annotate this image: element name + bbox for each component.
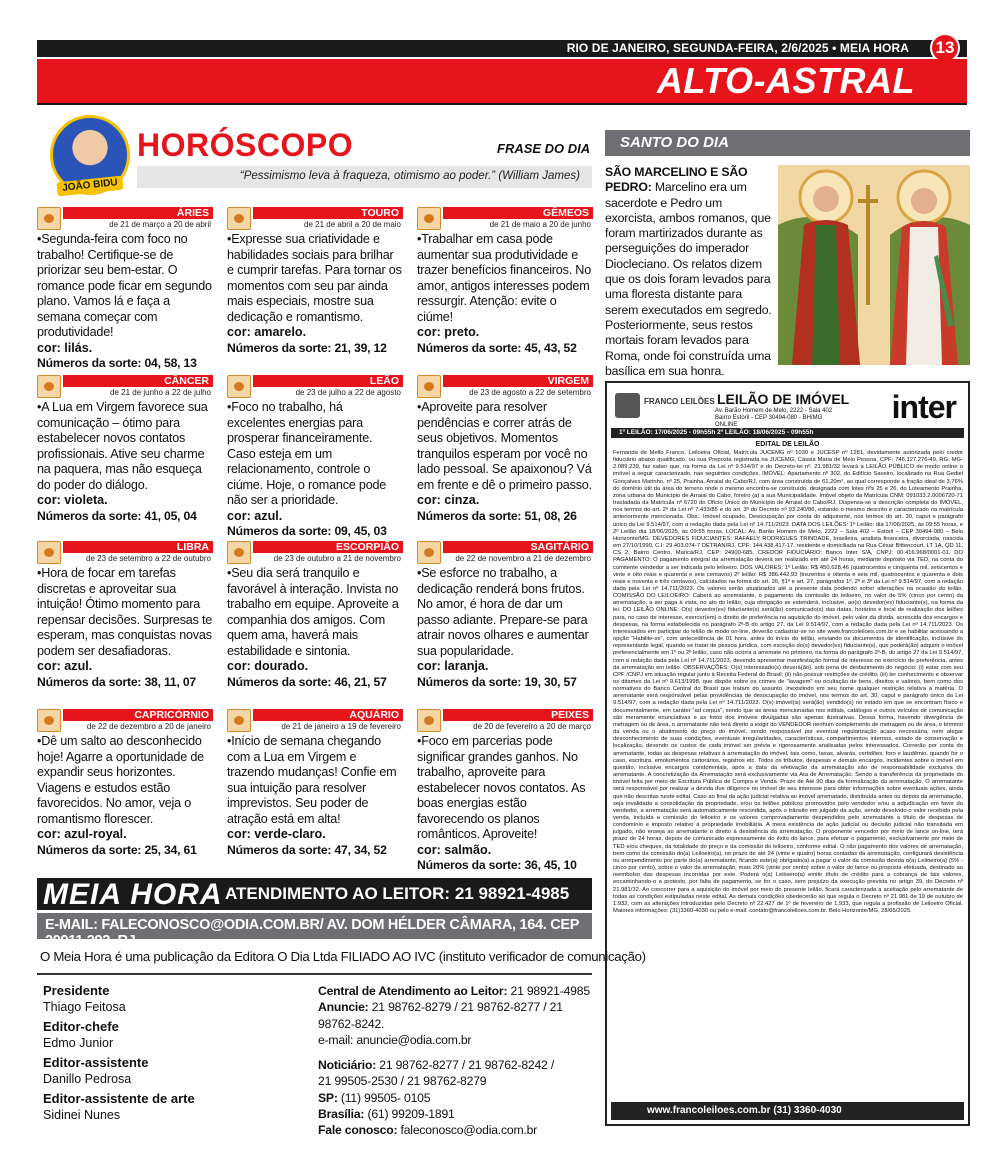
email-bar bbox=[37, 913, 592, 949]
section-title: ALTO-ASTRAL bbox=[656, 60, 915, 101]
sign-header bbox=[227, 207, 403, 230]
sign-name-bar bbox=[63, 375, 213, 387]
fale-conosco-contact: Fale conosco: faleconosco@odia.com.br bbox=[318, 1123, 538, 1138]
sign-name-bar bbox=[253, 541, 403, 553]
sign-block bbox=[417, 207, 593, 356]
staff-person: Danillo Pedrosa bbox=[43, 1072, 132, 1086]
sign-lucky-numbers: Números da sorte: 21, 39, 12 bbox=[227, 340, 387, 355]
sign-dates: de 20 de fevereiro a 20 de março bbox=[473, 722, 591, 731]
sign-color: cor: azul. bbox=[37, 659, 93, 673]
sign-color: cor: laranja. bbox=[417, 659, 489, 673]
santo-title: SANTO DO DIA bbox=[620, 134, 729, 151]
sign-text: •Dê um salto ao desconhecido hoje! Agarre a oportunidade de expandir seus horizontes. Viagens e estudos estão favorecidos. No amor, veja o romantismo florescer. bbox=[37, 734, 204, 826]
sign-header bbox=[417, 541, 593, 564]
sign-block bbox=[37, 375, 213, 524]
noticiario-contact: Noticiário: 21 98762-8277 / 21 98762-8242 / bbox=[318, 1058, 555, 1073]
sign-block bbox=[417, 541, 593, 690]
sign-name-bar bbox=[253, 709, 403, 721]
zodiac-icon bbox=[227, 709, 251, 732]
sign-color: cor: azul. bbox=[227, 508, 283, 523]
horoscope-title: HORÓSCOPO bbox=[137, 127, 354, 163]
sign-name: VIRGEM bbox=[547, 375, 589, 387]
staff-role: Editor-assistente de arte bbox=[43, 1091, 195, 1106]
franco-name: FRANCO LEILÕES bbox=[644, 397, 715, 406]
sign-dates: de 21 de março a 20 de abril bbox=[109, 220, 211, 229]
sign-lucky-numbers: Números da sorte: 09, 45, 03 bbox=[227, 524, 387, 538]
sign-text: •Segunda-feira com foco no trabalho! Certifique-se de priorizar seu bem-estar. O romance pode ficar em segundo plano. Vamos lá e faça a semana começar com produtividade! bbox=[37, 232, 212, 339]
santo-lead: SÃO MARCELINO E SÃO PEDRO: bbox=[605, 165, 748, 195]
sign-block bbox=[227, 207, 403, 356]
sign-name-bar bbox=[253, 207, 403, 219]
sign-name-bar bbox=[63, 207, 213, 219]
zodiac-icon bbox=[37, 375, 61, 398]
sign-dates: de 22 de dezembro a 20 de janeiro bbox=[86, 722, 211, 731]
sign-dates: de 23 de julho a 22 de agosto bbox=[295, 388, 401, 397]
sign-name-bar bbox=[443, 709, 593, 721]
zodiac-icon bbox=[227, 375, 251, 398]
sign-text: •Trabalhar em casa pode aumentar sua produtividade e trazer benefícios financeiros. No amor, antigos interesses podem ressurgir. Atenção: evite o ciúme! bbox=[417, 232, 591, 324]
sign-block bbox=[37, 541, 213, 690]
sign-lucky-numbers: Números da sorte: 41, 05, 04 bbox=[37, 508, 197, 523]
sp-contact: SP: (11) 99505- 0105 bbox=[318, 1090, 431, 1105]
sign-dates: de 21 de abril a 20 de maio bbox=[304, 220, 401, 229]
franco-logo-icon bbox=[615, 393, 640, 418]
sign-text: •A Lua em Virgem favorece sua comunicação – ótimo para estabelecer novos contatos profissionais. Ative seu charme na paquera, mas não esqueça do poder do diálogo. bbox=[37, 400, 208, 492]
sign-block bbox=[417, 375, 593, 524]
sign-name: PEIXES bbox=[551, 709, 589, 721]
inter-logo: inter bbox=[891, 389, 956, 425]
sign-dates: de 23 de setembro a 22 de outubro bbox=[86, 554, 211, 563]
santo-do-dia-banner bbox=[605, 130, 970, 156]
santo-body: Marcelino era um sacerdote e Pedro um exorcista, ambos romanos, que foram martirizados durante as perseguições do imperador Diocleciano. Os relatos dizem que os dois foram levados para uma floresta distante para serem executados em segredo. Posteriormente, seus restos mortais foram levados para Roma, onde foi construída uma basílica em sua honra. bbox=[605, 180, 772, 378]
sign-lucky-numbers: Números da sorte: 25, 34, 61 bbox=[37, 842, 197, 857]
ad-edital-title: EDITAL DE LEILÃO bbox=[755, 441, 820, 448]
staff-person: Thiago Feitosa bbox=[43, 1000, 126, 1014]
sign-name-bar bbox=[443, 207, 593, 219]
publication-line: O Meia Hora é uma publicação da Editora O Dia Ltda FILIADO AO IVC (instituto verificador de comunicação) bbox=[40, 949, 646, 964]
sign-color: cor: violeta. bbox=[37, 493, 108, 507]
brasilia-contact: Brasília: (61) 99209-1891 bbox=[318, 1107, 455, 1122]
sign-name-bar bbox=[63, 541, 213, 553]
saints-illustration bbox=[778, 165, 970, 365]
staff-person: Edmo Junior bbox=[43, 1036, 114, 1050]
anuncie-contact: Anuncie: 21 98762-8279 / 21 98762-8277 / 21 98762-8242. bbox=[318, 1000, 563, 1031]
sign-color: cor: cinza. bbox=[417, 493, 480, 507]
sign-header bbox=[37, 207, 213, 230]
sign-name-bar bbox=[443, 541, 593, 553]
sign-lucky-numbers: Números da sorte: 51, 08, 26 bbox=[417, 508, 577, 523]
contacts-list bbox=[318, 983, 598, 1139]
sign-color: cor: salmão. bbox=[417, 842, 492, 857]
sign-color: cor: verde-claro. bbox=[227, 827, 326, 841]
sign-dates: de 21 de maio a 20 de junho bbox=[489, 220, 591, 229]
sign-header bbox=[227, 541, 403, 564]
central-contact: Central de Atendimento ao Leitor: 21 98921-4985 bbox=[318, 984, 590, 998]
sign-lucky-numbers: Números da sorte: 45, 43, 52 bbox=[417, 340, 577, 355]
sign-name: ESCORPIÃO bbox=[335, 541, 399, 553]
sign-color: cor: preto. bbox=[417, 325, 480, 339]
quote-text: “Pessimismo leva à fraqueza, otimismo ao poder.” (William James) bbox=[239, 170, 580, 182]
sign-color: cor: dourado. bbox=[227, 659, 309, 673]
sign-name: AQUÁRIO bbox=[349, 709, 399, 721]
sign-name: LEÃO bbox=[369, 375, 399, 387]
sign-name-bar bbox=[443, 375, 593, 387]
sign-header bbox=[227, 709, 403, 732]
sign-color: cor: lilás. bbox=[37, 340, 93, 355]
sign-block bbox=[37, 207, 213, 372]
leilao-advertisement bbox=[605, 381, 970, 1126]
top-bar bbox=[37, 40, 967, 57]
page-number-badge: 13 bbox=[930, 33, 960, 63]
sign-block bbox=[37, 709, 213, 858]
santo-text bbox=[605, 165, 775, 379]
avatar-label: JOÃO BIDU bbox=[56, 176, 123, 197]
ad-body-text: Fernanda de Mello Franco, Leiloeira Oficial, Matrícula JUCEMG nº 1030 e JUCESP nº 1281, devidamente autorizada pelo credor fiduciário abaixo qualificado, ou sua Preposta registrada na JUCEMG, Cássia Maria de Melo Pessoa, CPF: 746.127.276-49, RG: MG-2.089.239, faz saber que, na forma da Lei nº 9.514/97 e do Decreto-lei nº. 21.981/32 levará a LEILÃO PÚBLICO de modo online o imóvel a seguir caracterizado, nas seguintes condições. IMÓVEL: Apartamento nº 302, do Edifício Saveiro, localizado na Rua Gediel Gonçalves Marinho, nº 25, Prainha, Arraial do Cabo/RJ, com área construída de 61,20m², ao qual corresponde a fração ideal de 3,76% do domínio útil da área do terreno onde o mesmo encontra-se construído, designada com lotes nºs 25 e 26, do Loteamento Prainha, zona urbana do Município de Arraial do Cabo, foreiro (a) a sua Municipalidade. Imóvel objeto da Matrícula CNM: 091033.2.0006720-71 trasladada da Matrícula nº 6720 do Ofício Único do Município de Arraial do Cabo/RJ. Dispensa-se a descrição completa do IMÓVEL, nos termos do art. 2º da Lei nº 7.433/85 e do art. 3º do Decreto nº 93.240/86, estando o mesmo descrito e caracterizado na matrícula anteriormente mencionada. Obs.: Imóvel ocupado. Desocupação por conta do adquirente, nos termos do art. 30, caput e parágrafo único da Lei 9.514/97, com a redação dada pela Lei nº 14.711/2023. DATA DOS LEILÕES: 1º Leilão: dia 17/06/2025, às 09:55 horas, e 2º Leilão dia 18/06/2025, às 09:55 horas. LOCAL: Av. Barão Homem de Melo, 2222 – Sala 402 – Estoril – CEP 30494-080 – Belo Horizonte/MG. DEVEDORES FIDUCIANTES: RAFAELY RODRIGUES TRINDADE, brasileira, analista financeira, divorciada, nascida em 27/10/1990, C.I: 29.403.074-7 DETRAN/RJ, CPF: 144.438.417-17, residente e domiciliada na Rua César Bittencourt, LT 1A, QD 11, CS 2, Bairro Centro, Maricá/RJ, CEP: 24900-685. CREDOR FIDUCIÁRIO: Banco Inter S/A, CNPJ: 00.416.968/0001-01. DO PAGAMENTO: O pagamento integral da arrematação deverá ser realizado em até 24 horas, mediante depósito via TED, na conta do comitente vendedor a ser indicada pelo leiloeiro. DOS VALORES: 1º Leilão: R$ 450.628,46 (quatrocentos e cinquenta mil, seiscentos e vinte e oito reais e quarenta e seis centavos) 2º leilão: R$ 386.442,93 (trezentos e oitenta e seis mil, quatrocentos e quarenta e dois reais e noventa e três centavos), calculados na forma do art. 26, §1º e art. 27, parágrafos 1º, 2º e 3º da Lei nº 9.514/97, com a redação dada pela Lei nº 14.711/2023. Os valores serão atualizados até a presente data podendo sofrer alterações na ocasião do leilão. COMISSÃO DO LEILOEIRO: Caberá ao arrematante, o pagamento da comissão do leiloeiro, no valor de 5% (cinco por cento) da arrematação, a ser paga à vista, no ato do leilão, cuja obrigação se estenderá, inclusive, ao(s) devedor(es) fiduciante(s), na forma da lei. DO LEILÃO ONLINE: O(s) devedor(es) fiduciante(s) será(ão) comunicado(s) das datas, horários e local de realização dos leilões para, no caso de interesse, exercer(em) o direito de preferência na aquisição do imóvel, pelo valor da dívida, acrescida dos encargos e despesas, na forma estabelecida no parágrafo 2º-B do artigo 27, da Lei 9.514/97, com a redação dada pela Lei nº 14.711/2023. Os interessados em participar do leilão de modo on-line, deverão cadastrar-se no site www.francoleiloes.com.br e se habilitar acessando a opção “Habilite-se”, com antecedência de 01 hora, antes do início do leilão, enviando os documentos de identificação, inclusive do representante legal, quando se tratar de pessoa jurídica, com exceção do(s) devedor(es) fiduciante(s), que poderá(ão) adquirir o imóvel preferencialmente em 1º ou 2º leilão, caso não ocorra a arremate no primeiro, na forma do parágrafo 2º-B, do artigo 27 da Lei 9.514/97, com a redação dada pela Lei nº 14.711/2023, devendo apresentar manifestação formal de interesse no exercício de preferência, antes da arrematação em leilão. OBSERVAÇÕES: O(s) interessado(s) deverá(ão), sob pena de desfazimento do negócio: (i) estar com seu CPF /CNPJ em situação regular junto à Receita Federal do Brasil; (ii) não possuir restrições de crédito; (iii) ter conhecimento e observar os ditames da Lei nº 9.613/1998, que dispõe sobre os crimes de “lavagem” ou ocultação de bens, direitos e valores, bem como dos normativos do Banco Central do Brasil que tratam do assunto, inexistindo em seu nome qualquer restrição relativa à matéria. O arrematante será responsável pelas providências de desocupação do imóvel, nos termos do art. 30, caput e parágrafo único da Lei 9.514/97, com a redação dada pela Lei nº 14.711/2023. O(s) imóvel(is) será(ão) vendido(s) no estado em que se encontram físico e documentalmente, em caráter “ad corpus”, sendo que as áreas mencionadas nos editais, catálogos e outros veículos de comunicação são meramente enunciativas e as fotos dos imóveis divulgadas são apenas ilustrativas. Dessa forma, havendo divergência de metragem ou de área, o arrematante não terá direito a exigir do VENDEDOR nenhum complemento de metragem ou de área, o término da venda ou o abatimento do preço do imóvel, sendo responsável por eventual regularização acaso necessária, nem alegar desconhecimento de suas condições, eventuais irregularidades, características, compartimentos internos, estado de conservação e localização, devendo os custos de cada imóvel ser prévia e rigorosamente analisadas pelos interessados. Correrão por conta do arrematante, todas as despesas relativas à arrematação do imóvel, tais como, taxas, alvarás, certidões, foro e laudêmio, quando for o caso, escritura, emolumentos cartorários, registros etc. Todos os tributos, despesas e demais encargos, incidentes sobre o imóvel em questão, inclusive encargos condominiais, após a data da efetivação da arrematação são de responsabilidade exclusiva do arrematante. A concretização da Arrematação será exclusivamente via Ata de Arrematação. Sendo a transferência da propriedade do imóvel feita por meio de Escritura Pública de Compra e Venda. Prazo de Até 90 dias da formalização da arrematação. O arrematante será responsável por realizar a devida due diligence no imóvel de seu interesse para obter informações sobre eventuais ações, ainda que não descritas neste edital. Caso ao final da ação judicial relativa ao imóvel arrematado, distribuída antes ou depois da arrematação, seja invalidada a consolidação da propriedade, e/ou os leilões públicos promovidos pelo vendedor e/ou a adjudicação em favor do vendedor, a arrematação será automaticamente rescindida, após o trânsito em julgado da ação, sendo devolvido o valor recebido pela venda, incluída a comissão do leiloeiro e os valores comprovadamente despendidos pelo arrematante a título de despesas de condomínio e imposto relativo à propriedade imobiliária. A mera existência de ação judicial ou decisão judicial não transitada em julgado, não enseja ao arrematante o direito à desistência da arrematação. O proponente vencedor por meio de lance on-line, terá prazo de 24 horas, depois de comunicado expressamente do êxito do lance, para efetuar o pagamento, exclusivamente por meio de TED e/ou cheques, da totalidade do preço e da comissão do leiloeiro, conforme edital. O não pagamento dos valores de arrematação, bem como da comissão do(a) Leiloeiro(a), no prazo de até 24 (vinte e quatro) horas contadas da arrematação, configurará desistência ou arrependimento por parte do(a) arrematante, ficando este(a) obrigado(a) a pagar o valor da comissão devida o(a) Leiloeiro(a) (5% - cinco por cento), sobre o valor da arrematação, mais 20% (vinte por cento) sobre o valor do lance ou proposta efetuada, destinado ao reembolso das despesas incorridas por este. Poderá o(a) Leiloeiro(a) emitir título de crédito para a cobrança de tais valores, encaminhando-o a protesto, por falta de pagamento, se for o caso, sem prejuízo da execução prevista no artigo 39, do Decreto nº 21.981/32. Ao concorrer para a aquisição do imóvel por meio do presente leilão, ficará caracterizada a aceitação pelo arrematante de todas as condições estipuladas neste edital. As demais condições obedecerão ao que regula o Decreto nº 21.981 de 19 de outubro de 1.932, com as alterações introduzidas pelo Decreto nº 22.427 de 1º de fevereiro de 1.933, que regula a profissão de Leiloeiro Oficial. Maiores informações: (31)3360-4030 ou pelo e-mail: contato@francoleiloes.com.br. Belo Horizonte/MG, 28/05/2025. bbox=[613, 450, 963, 914]
sign-text: •Foco no trabalho, há excelentes energias para prosperar financeiramente. Caso esteja em um relacionamento, controle o ciúme. Hoje, o romance pode não ser a prioridade. bbox=[227, 400, 387, 507]
sign-text: •Hora de focar em tarefas discretas e aproveitar sua intuição! Ótimo momento para repensar decisões. Surpresas te esperam, mas conquistas novas podem ser desafiadoras. bbox=[37, 566, 213, 658]
sign-header bbox=[417, 207, 593, 230]
quote-bar bbox=[137, 166, 592, 188]
staff-role: Editor-assistente bbox=[43, 1055, 149, 1070]
ad-title: LEILÃO DE IMÓVEL bbox=[717, 391, 850, 407]
staff-role: Editor-chefe bbox=[43, 1019, 119, 1034]
sign-text: •Foco em parcerias pode significar grandes ganhos. No trabalho, aproveite para estabelecer novos contatos. As boas energias estão favorecendo os planos românticos. Aproveite! bbox=[417, 734, 586, 841]
staff-person: Sidinei Nunes bbox=[43, 1108, 121, 1122]
sign-name: ÁRIES bbox=[176, 207, 209, 219]
sign-lucky-numbers: Números da sorte: 47, 34, 52 bbox=[227, 842, 387, 857]
sign-header bbox=[227, 375, 403, 398]
zodiac-icon bbox=[417, 541, 441, 564]
noticiario-contact-2: 21 99505-2530 / 21 98762-8279 bbox=[318, 1074, 487, 1089]
sign-block bbox=[227, 709, 403, 858]
sign-name: LIBRA bbox=[176, 541, 209, 553]
saints-picture bbox=[778, 165, 970, 365]
masthead-bar bbox=[37, 878, 592, 910]
sign-dates: de 21 de janeiro a 19 de fevereiro bbox=[281, 722, 401, 731]
sign-name-bar bbox=[253, 375, 403, 387]
section-banner bbox=[37, 59, 967, 103]
sign-header bbox=[417, 375, 593, 398]
ad-dates: 1º LEILÃO: 17/06/2025 - 09h55h 2º LEILÃO: 18/06/2025 - 09h55h bbox=[611, 428, 964, 438]
zodiac-icon bbox=[37, 709, 61, 732]
sign-block bbox=[417, 709, 593, 874]
sign-text: •Se esforce no trabalho, a dedicação renderá bons frutos. No amor, é hora de dar um passo adiante. Prepare-se para atrair novos olhares e aumentar sua popularidade. bbox=[417, 566, 589, 658]
sign-block bbox=[227, 375, 403, 540]
section-divider bbox=[37, 103, 967, 105]
sign-header bbox=[417, 709, 593, 732]
sign-block bbox=[227, 541, 403, 690]
sign-dates: de 23 de agosto a 22 de setembro bbox=[469, 388, 591, 397]
sign-dates: de 23 de outubro a 21 de novembro bbox=[273, 554, 401, 563]
sign-lucky-numbers: Números da sorte: 38, 11, 07 bbox=[37, 674, 197, 689]
sign-dates: de 22 de novembro a 21 de dezembro bbox=[455, 554, 591, 563]
sign-text: •Seu dia será tranquilo e favorável à interação. Invista no trabalho em equipe. Aproveite a companhia dos amigos. Com quem ama, haverá mais estabilidade e sintonia. bbox=[227, 566, 399, 658]
sign-text: •Expresse sua criatividade e habilidades sociais para brilhar e cumprir tarefas. Para tornar os momentos com seu par ainda mais especiais, mostre sua dedicação e romantismo. bbox=[227, 232, 402, 324]
staff-list bbox=[43, 983, 303, 1127]
sign-text: •Início de semana chegando com a Lua em Virgem e trazendo mudanças! Confie em sua intuição para resolver imprevistos. Seu poder de atração está em alta! bbox=[227, 734, 397, 826]
sign-name: SAGITÁRIO bbox=[530, 541, 589, 553]
sign-color: cor: azul-royal. bbox=[37, 827, 127, 841]
zodiac-icon bbox=[37, 541, 61, 564]
zodiac-icon bbox=[227, 541, 251, 564]
staff-role: Presidente bbox=[43, 983, 110, 998]
sign-text: •Aproveite para resolver pendências e correr atrás de seus objetivos. Momentos tranquilos esperam por você no lado pessoal. Se apaixonou? Vá em frente e dê o primeiro passo. bbox=[417, 400, 592, 492]
frase-do-dia-label: FRASE DO DIA bbox=[497, 141, 591, 156]
sign-name: CÂNCER bbox=[164, 375, 209, 387]
zodiac-icon bbox=[417, 709, 441, 732]
sign-lucky-numbers: Números da sorte: 19, 30, 57 bbox=[417, 674, 577, 689]
zodiac-icon bbox=[227, 207, 251, 230]
sign-header bbox=[37, 375, 213, 398]
sign-lucky-numbers: Números da sorte: 04, 58, 13 bbox=[37, 356, 197, 370]
sign-header bbox=[37, 541, 213, 564]
sign-name-bar bbox=[63, 709, 213, 721]
sign-color: cor: amarelo. bbox=[227, 325, 307, 339]
sign-name: CAPRICÓRNIO bbox=[134, 709, 209, 721]
sign-name: TOURO bbox=[361, 207, 399, 219]
sign-header bbox=[37, 709, 213, 732]
dateline: RIO DE JANEIRO, SEGUNDA-FEIRA, 2/6/2025 • MEIA HORA bbox=[566, 41, 909, 55]
meia-hora-logo: MEIA HORA bbox=[43, 878, 223, 911]
zodiac-icon bbox=[417, 207, 441, 230]
zodiac-icon bbox=[417, 375, 441, 398]
email-address-line: E-MAIL: FALECONOSCO@ODIA.COM.BR/ AV. DOM HÉLDER CÂMARA, 164. CEP 20911.292, RJ bbox=[45, 917, 579, 949]
sign-lucky-numbers: Números da sorte: 46, 21, 57 bbox=[227, 674, 387, 689]
sign-dates: de 21 de junho a 22 de julho bbox=[110, 388, 211, 397]
zodiac-icon bbox=[37, 207, 61, 230]
ad-address: Av. Barão Homem de Melo, 2222 - Sala 402 Bairro Estoril - CEP 30494-080 - BH/MG ONLINE bbox=[715, 408, 833, 428]
masthead-divider bbox=[37, 973, 592, 975]
anuncie-email: e-mail: anuncie@odia.com.br bbox=[318, 1032, 472, 1047]
ad-footer: www.francoleiloes.com.br (31) 3360-4030 bbox=[611, 1102, 964, 1120]
sign-lucky-numbers: Números da sorte: 36, 45, 10 bbox=[417, 858, 577, 872]
atendimento-text: ATENDIMENTO AO LEITOR: 21 98921-4985 bbox=[225, 884, 570, 903]
sign-name: GÊMEOS bbox=[542, 207, 589, 219]
